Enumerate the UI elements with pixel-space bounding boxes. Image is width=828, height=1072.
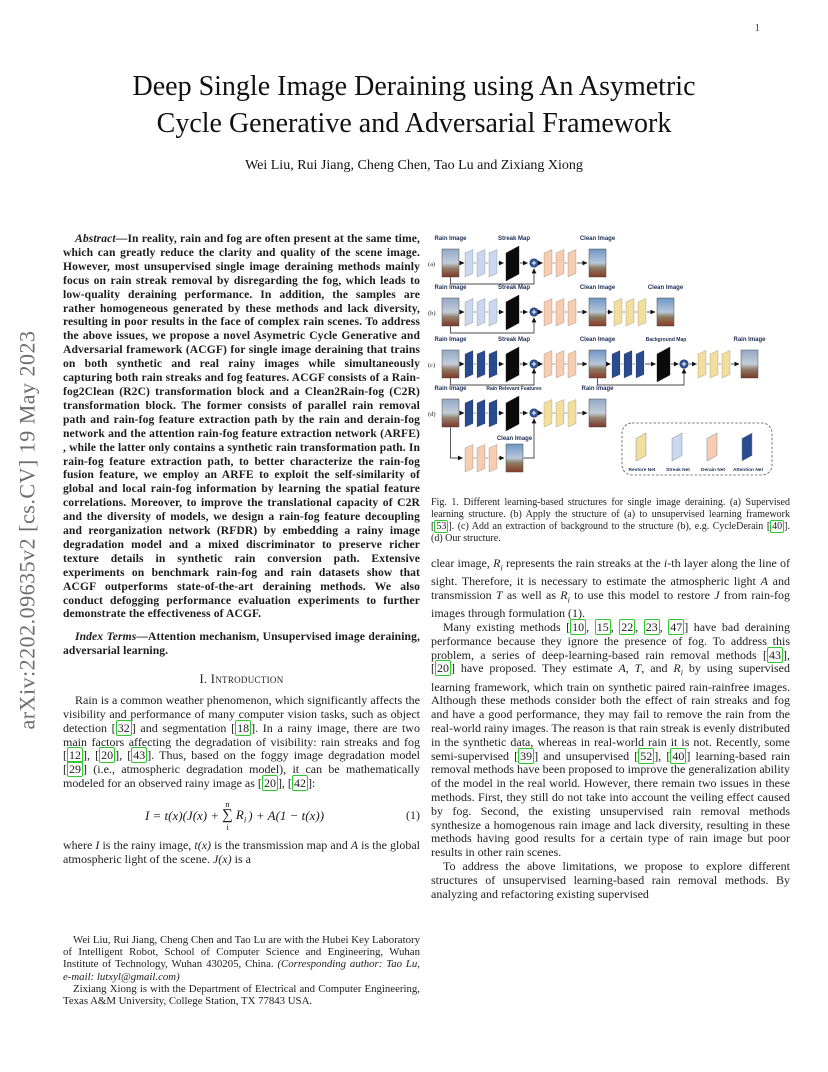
figure-label: Streak Map xyxy=(497,236,531,242)
citation-link[interactable]: 20 xyxy=(263,775,276,790)
equation-1 xyxy=(63,800,420,832)
citation-link[interactable]: 23 xyxy=(645,619,658,634)
title-block xyxy=(64,68,764,174)
clean-image-thumbnail xyxy=(589,350,606,378)
figure-label: Clean Image xyxy=(579,236,616,242)
abstract-lead: Abstract xyxy=(75,232,116,245)
italic-text: t(x) xyxy=(194,837,212,852)
italic-text: J xyxy=(714,587,720,602)
summation-upper-limit: n xyxy=(225,798,230,809)
italic-text: (Corresponding author: Tao Lu, e-mail: lutxyl@gmail.com) xyxy=(63,958,420,983)
figure-row-tag: (b) xyxy=(428,310,436,317)
figure-label: Rain Image xyxy=(434,386,467,392)
figure-1-diagram xyxy=(426,230,794,488)
figure-label: Rain Image xyxy=(434,337,467,343)
italic-text: A xyxy=(760,574,768,589)
citation-link[interactable]: 12 xyxy=(69,748,81,763)
figure-label: Clean Image xyxy=(647,285,684,291)
legend-label: Restore Net xyxy=(628,468,656,473)
italic-text: i xyxy=(663,556,668,570)
citation-link[interactable]: 10 xyxy=(572,619,585,634)
equation-rhs: ) + A(1 − t(x)) xyxy=(248,807,325,823)
author-footnote xyxy=(63,934,420,1007)
combine-operator-icon xyxy=(530,360,538,368)
derain-net-layers xyxy=(465,445,497,473)
figure-label: Rain Relevant Features xyxy=(486,386,542,392)
equation-1-body xyxy=(63,800,406,832)
legend-label: Attention Net xyxy=(732,468,764,473)
body-paragraph-many-existing-methods: Many existing methods [ 10 , 15 , 22 , 23 , 47 ] have bad deraining performance because they ignore the presence of fog. To address this problem, a series of deep-learning-based rain removal methods [ 43 ], [ 20 ] have proposed. They estimate A, T, and $R_i$ by using supervised learning framework, which train on synthetic paired rain-rainfree images. Although these methods consider both the effect of rain streaks and fog and have a good performance, they may fail to remove the rain from the real-world rainy images. The reason is that rain streak is evenly distributed in the synthetic data, whereas in real-world rain it is not. Recently, some semi-supervised [ 39 ] and unsupervised [ 52 ], [ 40 ] learning-based rain removal methods have been proposed to improve the generalization ability of the model in the real world. However, there remain two issues in these methods. First, they still do not take into account the veiling effect caused by fog. Second, the existing unsupervised rain removal methods synthesize a homogenous rain image and lack diversity, resulting in these methods having good results for a certain type of rain image but poor results in other rain scenes. xyxy=(431,619,791,860)
figure-1-caption: Fig. 1. Different learning-based structures for single image deraining. (a) Supervised learning structure. (b) Apply the structure of (a) to unsupervised learning framework [ 53 ]. (c) Add an extraction of background to the structure (b), e.g. CycleDerain [ 40 ]. (d) Our structure. xyxy=(431,497,790,544)
rain-image-thumbnail xyxy=(442,350,459,378)
italic-text: T xyxy=(634,661,642,676)
footnote-affiliation-1: Wei Liu, Rui Jiang, Cheng Chen and Tao Lu are with the Hubei Key Laboratory of Intelligent Robot, School of Computer Science and Engineering, Wuhan Institute of Technology, Wuhan 430205, China. (Corresponding author: Tao Lu, e-mail: lutxyl@gmail.com) xyxy=(63,934,420,983)
clean-image-thumbnail xyxy=(589,298,606,326)
streak-net-layers xyxy=(465,250,497,278)
figure-row-tag: (a) xyxy=(428,261,436,268)
rain-image-thumbnail xyxy=(741,350,758,378)
right-column xyxy=(428,230,791,901)
citation-link[interactable]: 43 xyxy=(769,647,781,662)
figure-label: Clean Image xyxy=(579,337,616,343)
authors-line: Wei Liu, Rui Jiang, Cheng Chen, Tao Lu and Zixiang Xiong xyxy=(245,158,583,173)
equation-term: $R_i$ xyxy=(235,806,247,825)
combine-operator-icon xyxy=(680,360,688,368)
index-terms-paragraph xyxy=(63,630,420,658)
attention-net-layers xyxy=(465,351,497,379)
figure-label: Streak Map xyxy=(497,285,531,291)
citation-link[interactable]: 18 xyxy=(237,720,250,735)
citation-link[interactable]: 29 xyxy=(69,762,81,777)
derain-net-layers xyxy=(544,351,576,379)
rain-image-thumbnail xyxy=(442,399,459,427)
figure-label: Clean Image xyxy=(496,436,533,442)
math-subscript: $R_i$ xyxy=(673,661,684,678)
summation-lower-limit: i xyxy=(226,822,229,833)
streak-map xyxy=(506,295,519,330)
citation-link[interactable]: 20 xyxy=(101,748,114,763)
legend-restore-net-swatch xyxy=(636,433,646,461)
body-paragraph-to-address-limitations: To address the above limitations, we propose to explore different structures of unsupervised learning-based rain removal methods. By analyzing and refactoring existing supervised xyxy=(431,858,790,901)
streak-map xyxy=(506,246,519,281)
attention-net-layers xyxy=(465,400,497,428)
citation-link[interactable]: 52 xyxy=(640,748,653,763)
restore-net-layers xyxy=(544,400,576,428)
rain-image-thumbnail xyxy=(442,249,459,277)
derain-net-layers xyxy=(544,250,576,278)
citation-link[interactable]: 20 xyxy=(437,661,449,676)
italic-text: I xyxy=(95,837,100,852)
figure-label: Rain Image xyxy=(434,236,467,242)
citation-link[interactable]: 40 xyxy=(772,521,783,532)
combine-operator-icon xyxy=(530,308,538,316)
equation-lhs: I = t(x)(J(x) + xyxy=(144,807,220,823)
right-column-text xyxy=(431,557,790,901)
figure-label: Rain Image xyxy=(581,386,614,392)
legend-label: Derain Net xyxy=(701,468,725,473)
citation-link[interactable]: 39 xyxy=(520,748,533,763)
figure-label: Rain Image xyxy=(434,285,467,291)
citation-link[interactable]: 15 xyxy=(596,619,609,634)
paper-title xyxy=(64,68,764,142)
index-terms-lead: Index Terms xyxy=(75,630,137,644)
citation-link[interactable]: 40 xyxy=(672,748,685,763)
summation-symbol xyxy=(222,800,233,832)
restore-net-layers xyxy=(698,351,730,379)
arxiv-watermark-text: arXiv:2202.09635v2 [cs.CV] 19 May 2023 xyxy=(15,330,41,730)
index-terms-body: —Attention mechanism, Unsupervised image deraining, adversarial learning. xyxy=(63,630,420,658)
clean-image-thumbnail xyxy=(589,249,606,277)
italic-text: T xyxy=(495,587,503,602)
section-heading-introduction: I. Introduction xyxy=(199,672,284,687)
italic-text: A xyxy=(350,837,359,852)
figure-label: Rain Image xyxy=(733,337,766,343)
paper-title-line2: Cycle Generative and Adversarial Framework xyxy=(156,108,672,139)
attention-net-layers xyxy=(612,351,644,379)
citation-link[interactable]: 47 xyxy=(670,619,683,634)
legend-derain-net-swatch xyxy=(707,433,717,461)
left-column xyxy=(63,232,420,866)
legend-streak-net-swatch xyxy=(672,433,682,461)
paper-title-line1: Deep Single Image Deraining using An Asymetric xyxy=(132,71,696,102)
figure-label: Streak Map xyxy=(497,337,531,343)
figure-label: Clean Image xyxy=(579,285,616,291)
abstract-paragraph xyxy=(63,232,420,621)
arxiv-watermark xyxy=(8,230,48,830)
streak-map xyxy=(506,347,519,382)
math-subscript: $R_i$ xyxy=(560,587,570,605)
restore-net-layers xyxy=(614,299,646,327)
sigma-glyph: ∑ xyxy=(222,807,233,824)
derain-net-layers xyxy=(544,299,576,327)
clean-image-thumbnail xyxy=(506,444,523,472)
streak-net-layers xyxy=(465,299,497,327)
combine-operator-icon xyxy=(530,259,538,267)
figure-row-tag: (c) xyxy=(428,362,436,369)
introduction-paragraph-2: where I is the rainy image, t(x) is the transmission map and A is the global atmospheric light of the scene. J(x) is a xyxy=(63,837,420,866)
introduction-paragraph-1: Rain is a common weather phenomenon, which significantly affects the visibility and performance of many computer vision tasks, such as object detection [ 32 ] and segmentation [ 18 ]. In a rainy image, there are two main factors affecting the degradation of visibility: rain streaks and fog [ 12 ], [ 20 ], [ 43 ]. Thus, based on the foggy image degradation model [ 29 ] (i.e., atmospheric degradation model), it can be mathematically modeled for an observed rainy image as [ 20 ], [ 42 ]: xyxy=(63,693,420,790)
italic-text: J(x) xyxy=(212,851,232,866)
citation-link[interactable]: 42 xyxy=(293,775,306,790)
page-number: 1 xyxy=(754,22,760,34)
body-paragraph-clear-image: clear image, $R_i$ represents the rain streaks at the i-th layer along the line of sight. Therefore, it is necessary to estimate the atmospheric light A and transmission T as well as $R_i$ to use this model to restore J from rain-fog images through formulation (1). xyxy=(431,556,791,621)
citation-link[interactable]: 32 xyxy=(117,720,130,735)
clean-image-thumbnail xyxy=(657,298,674,326)
citation-link[interactable]: 53 xyxy=(436,521,447,532)
citation-link[interactable]: 43 xyxy=(133,748,146,763)
italic-text: A xyxy=(618,661,626,676)
citation-link[interactable]: 22 xyxy=(621,619,634,634)
figure-row-tag: (d) xyxy=(428,411,436,418)
rain-image-thumbnail xyxy=(442,298,459,326)
combine-operator-icon xyxy=(530,409,538,417)
legend-label: Streak Net xyxy=(666,468,690,473)
math-subscript: $R_i$ xyxy=(493,556,503,573)
rain-relevant-features-map xyxy=(506,396,519,431)
figure-label: Background Map xyxy=(645,337,687,343)
abstract-body: —In reality, rain and fog are often present at the same time, which can greatly reduce the clarity and quality of the scene image. However, most unsupervised single image deraining methods mainly focus on rain streak removal by disregarding the fog, which leads to low-quality deraining performance. In addition, the samples are rather homogeneous generated by these methods and lack diversity, resulting in poor results in the face of complex rain scenes. To address the above issues, we propose a novel Asymetric Cycle Generative and Adversarial framework (ACGF) for single image deraining that trains on both synthetic and real rainy images while simultaneously capturing both rain streaks and fog features. ACGF consists of a Rain-fog2Clean (R2C) transformation block and a Clean2Rain-fog (C2R) transformation block. The former consists of parallel rain removal path and rain-fog feature extraction path by the rain and derain-fog network and the attention rain-fog feature extraction network (ARFE) , while the latter only contains a synthetic rain transformation path. In rain-fog feature extraction path, to better characterize the rain-fog fusion feature, we employ an ARFE to exploit the self-similarity of global and local rain-fog information by learning the spatial feature correlations. Moreover, to improve the translational capacity of C2R and the diversity of models, we design a rain-fog feature decoupling and reorganization network (RFDR) by embedding a rainy image degradation model and a mixed discriminator to preserve richer texture details in synthetic rain conversion path. Extensive experiments on benchmark rain-fog and rain datasets show that ACGF outperforms state-of-the-art deraining methods. We also conduct defogging performance evaluation experiments to further demonstrate the effectiveness of ACGF. xyxy=(63,232,420,621)
background-map xyxy=(657,347,670,382)
legend-attention-net-swatch xyxy=(742,433,752,461)
rain-image-thumbnail xyxy=(589,399,606,427)
equation-number: (1) xyxy=(406,808,420,823)
footnote-affiliation-2: Zixiang Xiong is with the Department of Electrical and Computer Engineering, Texas A&M University, College Station, TX 77843 USA. xyxy=(63,982,420,1008)
